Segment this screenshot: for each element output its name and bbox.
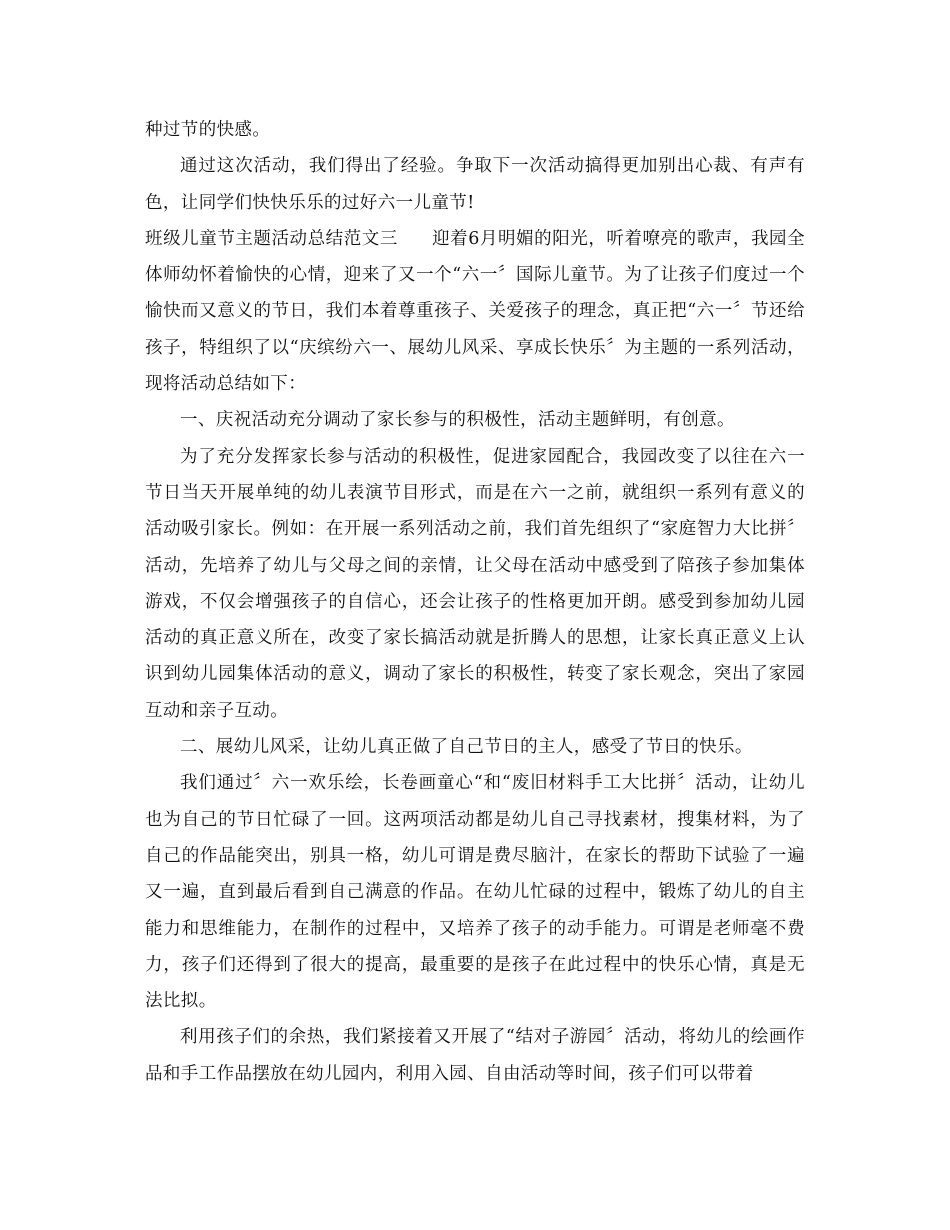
paragraph-text: 为了充分发挥家长参与活动的积极性，促进家园配合，我园改变了以往在六一节日当天开展单纯的幼儿表演节目形式，而是在六一之前，就组织一系列有意义的活动吸引家长。例如：在开展一系列活动之前，我们首先组织了“家庭智力大比拼〞活动，先培养了幼儿与父母之间的亲情，让父母在活动中感受到了陪孩子参加集体游戏，不仅会增强孩子的自信心，还会让孩子的性格更加开朗。感受到参加幼儿园活动的真正意义所在，改变了家长搞活动就是折腾人的思想，让家长真正意义上认识到幼儿园集体活动的意义，调动了家长的积极性，转变了家长观念，突出了家园互动和亲子互动。	[145, 446, 805, 721]
paragraph-8	[145, 1019, 805, 1092]
paragraph-2	[145, 148, 805, 221]
paragraph-text: 通过这次活动，我们得出了经验。争取下一次活动搞得更加别出心裁、有声有色，让同学们快快乐乐的过好六一儿童节!	[145, 156, 805, 213]
paragraph-text: 迎着6月明媚的阳光，听着嘹亮的歌声，我园全体师幼怀着愉快的心情，迎来了又一个“六一〞国际儿童节。为了让孩子们度过一个愉快而又意义的节日，我们本着尊重孩子、关爱孩子的理念，真正把“六一〞节还给孩子，特组织了以“庆缤纷六一、展幼儿风采、享成长快乐〞为主题的一系列活动，现将活动总结如下：	[145, 228, 805, 395]
paragraph-7	[145, 765, 805, 1019]
paragraph-text: 二、展幼儿风采，让幼儿真正做了自己节日的主人，感受了节日的快乐。	[180, 737, 753, 758]
paragraph-text: 一、庆祝活动充分调动了家长参与的积极性，活动主题鲜明，有创意。	[180, 410, 735, 431]
document-body	[145, 112, 805, 1092]
paragraph-1	[145, 112, 805, 148]
paragraph-6	[145, 729, 805, 765]
paragraph-4	[145, 402, 805, 438]
section-heading: 班级儿童节主题活动总结范文三	[145, 228, 398, 249]
paragraph-text: 种过节的快感。	[145, 120, 271, 140]
paragraph-text: 利用孩子们的余热，我们紧接着又开展了“结对子游园〞活动，将幼儿的绘画作品和手工作品摆放在幼儿园内，利用入园、自由活动等时间，孩子们可以带着	[145, 1027, 805, 1084]
paragraph-text: 我们通过〞六一欢乐绘，长卷画童心“和“废旧材料手工大比拼〞活动，让幼儿也为自己的节日忙碌了一回。这两项活动都是幼儿自己寻找素材，搜集材料，为了自己的作品能突出，别具一格，幼儿可谓是费尽脑汁，在家长的帮助下试验了一遍又一遍，直到最后看到自己满意的作品。在幼儿忙碌的过程中，锻炼了幼儿的自主能力和思维能力，在制作的过程中，又培养了孩子的动手能力。可谓是老师毫不费力，孩子们还得到了很大的提高，最重要的是孩子在此过程中的快乐心情，真是无法比拟。	[145, 773, 805, 1012]
paragraph-5	[145, 439, 805, 729]
paragraph-3	[145, 221, 805, 402]
